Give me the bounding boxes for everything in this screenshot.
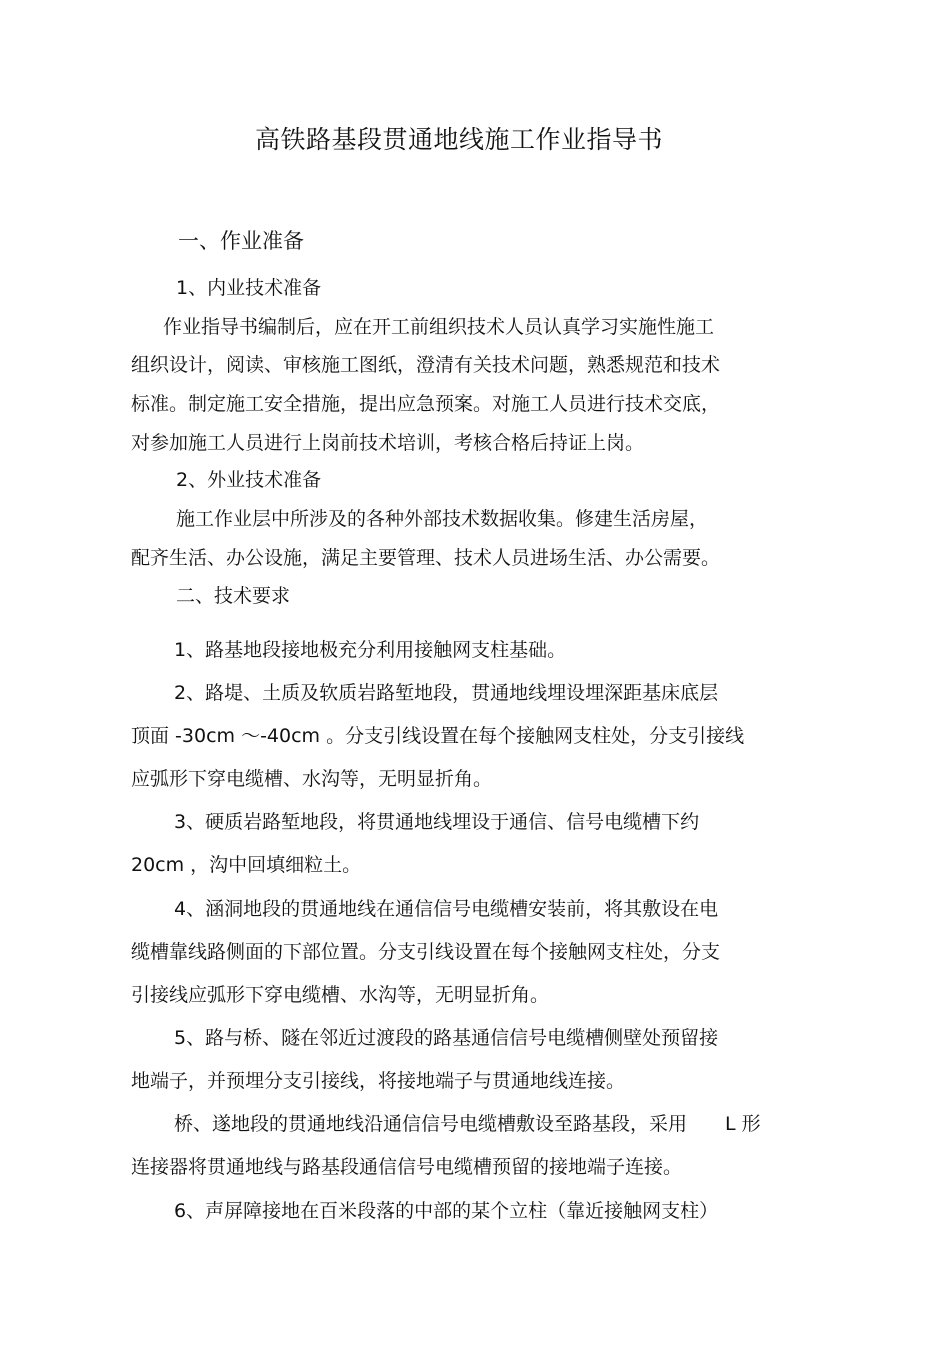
paragraph-line: 连接器将贯通地线与路基段通信信号电缆槽预留的接地端子连接。 — [131, 1156, 683, 1178]
connector-type: L 形 — [725, 1113, 761, 1135]
section-heading: 一、作业准备 — [178, 229, 304, 253]
paragraph-line: 顶面 -30cm ～-40cm 。分支引线设置在每个接触网支柱处，分支引接线 — [131, 725, 745, 747]
bridge-text: 桥、遂地段的贯通地线沿通信信号电缆槽敷设至路基段，采用 — [174, 1113, 688, 1135]
paragraph-line — [174, 1111, 761, 1137]
paragraph-line: 缆槽靠线路侧面的下部位置。分支引线设置在每个接触网支柱处，分支 — [131, 941, 721, 963]
list-item: 4、涵洞地段的贯通地线在通信信号电缆槽安装前，将其敷设在电 — [174, 898, 719, 920]
paragraph-line: 作业指导书编制后，应在开工前组织技术人员认真学习实施性施工 — [163, 316, 715, 338]
paragraph-line: 组织设计，阅读、审核施工图纸，澄清有关技术问题，熟悉规范和技术 — [131, 354, 721, 376]
paragraph-line: 地端子，并预埋分支引接线，将接地端子与贯通地线连接。 — [131, 1070, 626, 1092]
list-item: 3、硬质岩路堑地段，将贯通地线埋设于通信、信号电缆槽下约 — [174, 811, 700, 833]
list-item: 6、声屏障接地在百米段落的中部的某个立柱（靠近接触网支柱） — [174, 1200, 719, 1222]
list-item: 2、路堤、土质及软质岩路堑地段，贯通地线埋设埋深距基床底层 — [174, 682, 719, 704]
paragraph-line: 标准。制定施工安全措施，提出应急预案。对施工人员进行技术交底， — [131, 393, 721, 415]
document-title: 高铁路基段贯通地线施工作业指导书 — [254, 125, 663, 154]
paragraph-line: 引接线应弧形下穿电缆槽、水沟等，无明显折角。 — [131, 984, 550, 1006]
paragraph-line: 对参加施工人员进行上岗前技术培训，考核合格后持证上岗。 — [131, 432, 645, 454]
subsection-heading: 2、外业技术准备 — [176, 469, 322, 491]
paragraph-line: 配齐生活、办公设施，满足主要管理、技术人员进场生活、办公需要。 — [131, 547, 721, 569]
subsection-heading: 1、内业技术准备 — [176, 277, 322, 299]
paragraph-line: 20cm ，沟中回填细粒土。 — [131, 854, 362, 876]
list-item: 5、路与桥、隧在邻近过渡段的路基通信信号电缆槽侧壁处预留接 — [174, 1027, 719, 1049]
paragraph-line: 应弧形下穿电缆槽、水沟等，无明显折角。 — [131, 768, 493, 790]
section-heading: 二、技术要求 — [176, 585, 291, 607]
list-item: 1、路基地段接地极充分利用接触网支柱基础。 — [174, 639, 567, 661]
paragraph-line: 施工作业层中所涉及的各种外部技术数据收集。修建生活房屋， — [176, 508, 709, 530]
